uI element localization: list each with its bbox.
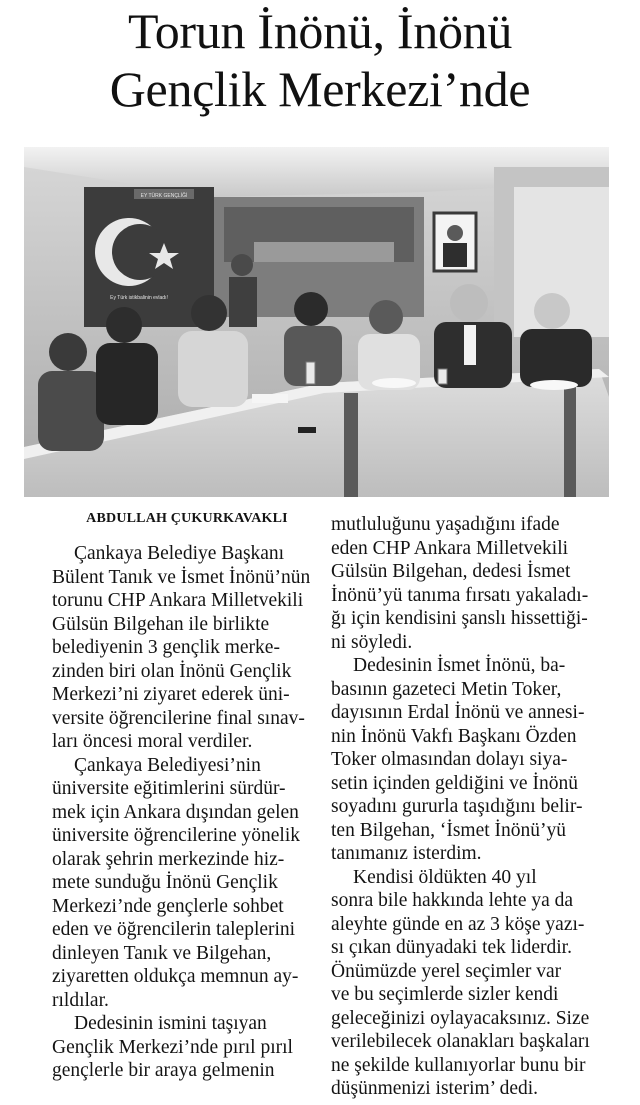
text-line: Kendisi öldükten 40 yıl <box>353 866 537 888</box>
text-line: zinden biri olan İnönü Gençlik <box>52 660 292 682</box>
paragraph-5 <box>331 654 609 866</box>
paragraph-1 <box>52 542 322 754</box>
text-line: sı çıkan dünyadaki tek liderdir. <box>331 937 572 958</box>
text-line: rıldılar. <box>52 989 109 1011</box>
text-line: Merkezi’nde gençlerle sohbet <box>52 895 284 917</box>
text-line: geleceğinizi oylayacaksınız. Size <box>331 1007 590 1029</box>
text-line: olarak şehrin merkezinde hiz- <box>52 848 285 870</box>
article-column-left <box>52 510 322 1083</box>
text-line: İnönü’yü tanıma fırsatı yakaladı- <box>331 584 589 606</box>
headline-line-1: Torun İnönü, İnönü <box>127 3 513 59</box>
text-line: gençlerle bir araya gelmenin <box>52 1060 275 1081</box>
text-line: üniversite eğitimlerini sürdür- <box>52 778 286 799</box>
text-line: Dedesinin İsmet İnönü, ba- <box>353 655 566 676</box>
text-line: tanımanız isterdim. <box>331 843 482 864</box>
text-line: dayısının Erdal İnönü ve annesi- <box>331 702 585 723</box>
headline-line-2: Gençlik Merkezi’nde <box>109 61 531 117</box>
text-line: torunu CHP Ankara Milletvekili <box>52 590 304 611</box>
text-line: Çankaya Belediyesi’nin <box>74 754 261 776</box>
text-line: verilebilecek olanakları başkaları <box>331 1031 590 1052</box>
text-line: eden ve öğrencilerin taleplerini <box>52 919 296 940</box>
text-line: mutluluğunu yaşadığını ifade <box>331 514 560 535</box>
text-line: aleyhte günde en az 3 köşe yazı- <box>331 913 585 935</box>
text-line: eden CHP Ankara Milletvekili <box>331 537 569 559</box>
text-line: Gençlik Merkezi’nde pırıl pırıl <box>52 1036 293 1058</box>
article-column-right <box>331 513 609 1101</box>
text-line: ne şekilde kullanıyorlar bunu bir <box>331 1054 586 1076</box>
text-line: ve bu seçimlerde sizler kendi <box>331 984 559 1005</box>
author-byline: ABDULLAH ÇUKURKAVAKLI <box>86 511 288 526</box>
text-line: ten Bilgehan, ‘İsmet İnönü’yü <box>331 819 567 841</box>
news-photo <box>24 147 609 497</box>
paragraph-6 <box>331 866 609 1101</box>
paragraph-2 <box>52 754 322 1013</box>
text-line: dinleyen Tanık ve Bilgehan, <box>52 942 272 964</box>
text-line: Önümüzde yerel seçimler var <box>331 960 562 982</box>
text-line: ğı için kendisini şanslı hissettiği- <box>331 608 588 629</box>
text-line: ları öncesi moral verdiler. <box>52 731 253 752</box>
text-line: üniversite öğrencilerine yönelik <box>52 825 300 846</box>
poster-subtitle: Ey Türk istikbalinin evladı! <box>110 295 168 301</box>
text-line: Merkezi’ni ziyaret ederek üni- <box>52 684 290 705</box>
text-line: belediyenin 3 gençlik merke- <box>52 637 280 658</box>
text-line: Bülent Tanık ve İsmet İnönü’nün <box>52 566 311 588</box>
text-line: sonra bile hakkında lehte ya da <box>331 890 574 911</box>
text-line: Toker olmasından dolayı siya- <box>331 749 568 770</box>
paragraph-4 <box>331 513 609 654</box>
headline <box>0 2 640 118</box>
photo-meeting-scene <box>24 147 609 497</box>
paragraph-3 <box>52 1012 322 1083</box>
text-line: basının gazeteci Metin Toker, <box>331 678 562 700</box>
text-line: mete sunduğu İnönü Gençlik <box>52 872 278 893</box>
text-line: Gülsün Bilgehan, dedesi İsmet <box>331 561 571 582</box>
text-line: soyadını gururla taşıdığını belir- <box>331 796 583 817</box>
text-line: versite öğrencilerine final sınav- <box>52 707 305 729</box>
text-line: Çankaya Belediye Başkanı <box>74 543 285 564</box>
text-line: mek için Ankara dışından gelen <box>52 801 299 823</box>
text-line: ziyaretten oldukça memnun ay- <box>52 966 299 987</box>
text-line: Gülsün Bilgehan ile birlikte <box>52 613 270 635</box>
text-line: nin İnönü Vakfı Başkanı Özden <box>331 725 577 747</box>
text-line: ni söyledi. <box>331 631 413 653</box>
text-line: düşünmenizi isterim’ dedi. <box>331 1078 539 1099</box>
text-line: setin içinden geldiğini ve İnönü <box>331 772 578 794</box>
text-line: Dedesinin ismini taşıyan <box>74 1013 267 1034</box>
poster-title: EY TÜRK GENÇLİĞİ <box>140 193 188 199</box>
